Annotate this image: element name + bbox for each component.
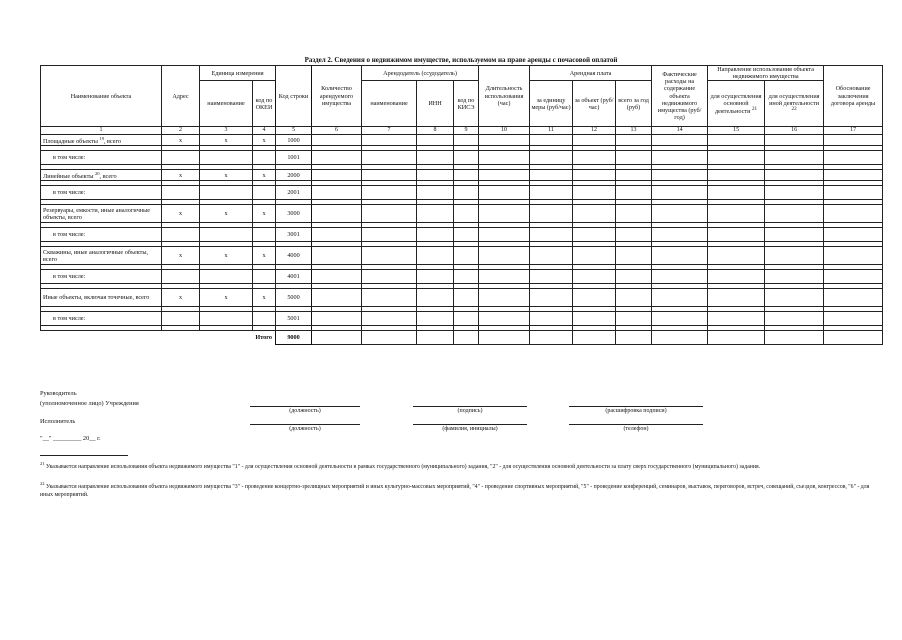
data-cell[interactable] xyxy=(479,312,530,326)
data-cell[interactable] xyxy=(765,151,824,165)
data-cell[interactable] xyxy=(573,135,616,146)
cell-unit-name: х xyxy=(200,289,253,307)
header-name: Наименование объекта xyxy=(41,66,162,127)
caption-position: (должность) xyxy=(289,408,321,414)
header-direction-other xyxy=(765,81,824,127)
cell-okei[interactable] xyxy=(253,228,276,242)
cell-okei: х xyxy=(253,170,276,181)
table-row-subtotal xyxy=(41,270,883,284)
column-number: 11 xyxy=(530,127,573,135)
cell-addr: х xyxy=(162,289,200,307)
column-number: 13 xyxy=(616,127,652,135)
data-cell[interactable] xyxy=(765,135,824,146)
cell-addr: х xyxy=(162,247,200,265)
data-cell[interactable] xyxy=(454,135,479,146)
data-cell[interactable] xyxy=(530,270,573,284)
row-code: 4000 xyxy=(276,247,312,265)
data-cell[interactable] xyxy=(312,186,362,200)
data-cell[interactable] xyxy=(362,151,417,165)
header-lessor-inn: ИНН xyxy=(417,81,454,127)
data-cell[interactable] xyxy=(479,205,530,223)
column-number: 7 xyxy=(362,127,417,135)
data-cell[interactable] xyxy=(530,170,573,181)
data-cell[interactable] xyxy=(573,247,616,265)
data-cell[interactable] xyxy=(362,135,417,146)
column-number: 5 xyxy=(276,127,312,135)
column-number: 9 xyxy=(454,127,479,135)
row-name-text: в том числе: xyxy=(53,273,86,281)
column-number: 14 xyxy=(652,127,708,135)
date-field[interactable]: "__" _________ 20__ г. xyxy=(40,435,101,442)
data-cell[interactable] xyxy=(824,205,883,223)
data-cell[interactable] xyxy=(708,247,765,265)
column-number: 1 xyxy=(41,127,162,135)
data-cell[interactable] xyxy=(454,289,479,307)
data-cell[interactable] xyxy=(824,270,883,284)
cell-unit-name: х xyxy=(200,205,253,223)
caption-decoding: (расшифровка подписи) xyxy=(605,408,667,414)
data-cell[interactable] xyxy=(312,135,362,146)
row-name xyxy=(41,186,162,200)
row-code: 1001 xyxy=(276,151,312,165)
data-cell[interactable] xyxy=(708,312,765,326)
data-cell[interactable] xyxy=(362,170,417,181)
data-cell[interactable] xyxy=(824,151,883,165)
header-unit: Единица измерения xyxy=(200,66,276,81)
data-cell[interactable] xyxy=(652,151,708,165)
column-number: 17 xyxy=(824,127,883,135)
data-cell[interactable] xyxy=(417,247,454,265)
table-row-grand-total xyxy=(41,331,883,345)
header-rent-per-object: за объект (руб/час) xyxy=(573,81,616,127)
header-rent: Арендная плата xyxy=(530,66,652,81)
data-cell[interactable] xyxy=(765,228,824,242)
header-unit-name: наименование xyxy=(200,81,253,127)
row-name-text: в том числе: xyxy=(53,231,86,239)
caption-fio: (фамилия, инициалы) xyxy=(442,426,498,432)
data-cell[interactable] xyxy=(708,151,765,165)
data-cell[interactable] xyxy=(652,205,708,223)
data-cell[interactable] xyxy=(454,312,479,326)
footnote-21 xyxy=(40,461,882,472)
head-decoding-line[interactable] xyxy=(569,406,703,407)
header-rent-per-year: всего за год (руб) xyxy=(616,81,652,127)
data-cell[interactable] xyxy=(454,170,479,181)
cell-okei: х xyxy=(253,289,276,307)
row-name xyxy=(41,270,162,284)
column-number: 16 xyxy=(765,127,824,135)
cell-okei[interactable] xyxy=(253,312,276,326)
data-cell[interactable] xyxy=(824,186,883,200)
cell-unit-name: х xyxy=(200,247,253,265)
data-cell[interactable] xyxy=(708,289,765,307)
row-name-text: в том числе: xyxy=(53,315,86,323)
header-address: Адрес xyxy=(162,66,200,127)
total-label: Итого xyxy=(255,334,273,342)
header-duration: Длительность использования (час) xyxy=(479,66,530,127)
data-cell[interactable] xyxy=(454,228,479,242)
row-name-text: Площадные объекты xyxy=(43,137,98,145)
data-cell[interactable] xyxy=(824,312,883,326)
data-cell[interactable] xyxy=(616,151,652,165)
header-unit-okei: код по ОКЕИ xyxy=(253,81,276,127)
table-row-subtotal xyxy=(41,151,883,165)
data-cell[interactable] xyxy=(652,228,708,242)
footnote-22-text: Указывается направление использования объекта недвижимого имущества "3" - проведение концертно-зрелищных мероприятий и иных культурно-массовых мероприятий, "4" - проведение спортивных мероприятий, "5" - проведение конференций, семинаров, выставок, переговоров, встреч, совещаний, съездов, конгрессов, "6" - для иных мероприятий. xyxy=(40,483,870,498)
data-cell[interactable] xyxy=(479,228,530,242)
data-cell[interactable] xyxy=(616,270,652,284)
row-name-text: Иные объекты, включая точечные, всего xyxy=(43,294,150,302)
data-cell[interactable] xyxy=(573,312,616,326)
table-row-total-group xyxy=(41,135,883,146)
table-row-total-group xyxy=(41,205,883,223)
data-cell[interactable] xyxy=(530,205,573,223)
data-cell[interactable] xyxy=(362,312,417,326)
data-cell[interactable] xyxy=(824,170,883,181)
data-cell[interactable] xyxy=(362,289,417,307)
caption-position-2: (должность) xyxy=(289,426,321,432)
data-cell[interactable] xyxy=(362,247,417,265)
cell-okei: х xyxy=(253,205,276,223)
cell-addr: х xyxy=(162,170,200,181)
row-name xyxy=(41,228,162,242)
total-cell[interactable] xyxy=(417,331,454,345)
header-row-code: Код строки xyxy=(276,66,312,127)
header-lessor: Арендодатель (ссудодатель) xyxy=(362,66,479,81)
data-cell[interactable] xyxy=(312,312,362,326)
data-cell[interactable] xyxy=(652,270,708,284)
header-lessor-name: наименование xyxy=(362,81,417,127)
data-cell[interactable] xyxy=(417,289,454,307)
table-row-subtotal xyxy=(41,312,883,326)
section-title: Раздел 2. Сведения о недвижимом имуществе, используемом на праве аренды с почасовой оплатой xyxy=(304,56,618,64)
data-cell[interactable] xyxy=(479,289,530,307)
row-name xyxy=(41,151,162,165)
row-code: 3000 xyxy=(276,205,312,223)
cell-addr: х xyxy=(162,135,200,146)
column-number: 12 xyxy=(573,127,616,135)
total-cell[interactable] xyxy=(530,331,573,345)
data-cell[interactable] xyxy=(530,247,573,265)
row-name-suffix: , всего xyxy=(99,172,117,180)
data-cell[interactable] xyxy=(312,247,362,265)
footnote-ref: 19 xyxy=(99,135,104,141)
cell-okei: х xyxy=(253,135,276,146)
footnote-ref-22: 22 xyxy=(791,105,797,112)
row-name xyxy=(41,289,162,307)
data-cell[interactable] xyxy=(454,151,479,165)
cell-unit-name[interactable] xyxy=(200,228,253,242)
data-cell[interactable] xyxy=(417,270,454,284)
data-cell[interactable] xyxy=(708,228,765,242)
data-cell[interactable] xyxy=(312,270,362,284)
row-name-text: в том числе: xyxy=(53,189,86,197)
cell-okei[interactable] xyxy=(253,186,276,200)
caption-signature: (подпись) xyxy=(457,408,483,414)
row-name-text: Резервуары, емкости, иные аналогичные объекты, всего xyxy=(43,206,151,221)
data-cell[interactable] xyxy=(479,186,530,200)
table-header xyxy=(41,66,883,135)
row-code: 2000 xyxy=(276,170,312,181)
cell-addr: х xyxy=(162,205,200,223)
data-cell[interactable] xyxy=(312,228,362,242)
footnote-ref: 20 xyxy=(95,170,100,176)
data-cell[interactable] xyxy=(417,186,454,200)
footnote-22 xyxy=(40,481,882,500)
data-cell[interactable] xyxy=(616,228,652,242)
column-number: 10 xyxy=(479,127,530,135)
data-cell[interactable] xyxy=(573,205,616,223)
data-cell[interactable] xyxy=(652,186,708,200)
data-cell[interactable] xyxy=(362,205,417,223)
data-cell[interactable] xyxy=(417,205,454,223)
data-cell[interactable] xyxy=(652,247,708,265)
cell-okei: х xyxy=(253,247,276,265)
data-cell[interactable] xyxy=(312,205,362,223)
column-number: 3 xyxy=(200,127,253,135)
cell-okei[interactable] xyxy=(253,270,276,284)
total-cell[interactable] xyxy=(479,331,530,345)
row-name-suffix: , всего xyxy=(103,137,121,145)
executor-fio-line[interactable] xyxy=(413,424,527,425)
row-name xyxy=(41,135,162,146)
column-number: 15 xyxy=(708,127,765,135)
header-direction: Направление использования объекта недвижимого имущества xyxy=(708,66,824,81)
cell-okei[interactable] xyxy=(253,151,276,165)
header-justification: Обоснование заключения договора аренды xyxy=(824,66,883,127)
footnote-21-text: Указывается направление использования объекта недвижимого имущества "1" - для осуществления основной деятельности в рамках государственного (муниципального) задания, "2" - для осуществления основной деятельности за плату сверх государственного (муниципального) задания. xyxy=(45,463,761,470)
data-cell[interactable] xyxy=(765,170,824,181)
data-cell[interactable] xyxy=(417,228,454,242)
data-cell[interactable] xyxy=(417,170,454,181)
data-cell[interactable] xyxy=(479,247,530,265)
total-cell[interactable] xyxy=(824,331,883,345)
data-cell[interactable] xyxy=(530,135,573,146)
table-body xyxy=(41,135,883,345)
data-cell[interactable] xyxy=(616,186,652,200)
data-cell[interactable] xyxy=(573,186,616,200)
data-cell[interactable] xyxy=(765,205,824,223)
row-name-text: Линейные объекты xyxy=(43,172,94,180)
cell-unit-name: х xyxy=(200,135,253,146)
row-name xyxy=(41,170,162,181)
data-cell[interactable] xyxy=(454,247,479,265)
header-direction-main xyxy=(708,81,765,127)
data-cell[interactable] xyxy=(616,312,652,326)
data-cell[interactable] xyxy=(479,151,530,165)
data-cell[interactable] xyxy=(454,186,479,200)
data-cell[interactable] xyxy=(530,186,573,200)
head-label-line2: (уполномоченное лицо) Учреждения xyxy=(40,400,139,407)
data-cell[interactable] xyxy=(765,247,824,265)
data-cell[interactable] xyxy=(417,151,454,165)
table-row-total-group xyxy=(41,247,883,265)
data-cell[interactable] xyxy=(573,270,616,284)
table-row-subtotal xyxy=(41,228,883,242)
cell-unit-name[interactable] xyxy=(200,186,253,200)
data-cell[interactable] xyxy=(312,170,362,181)
cell-unit-name: х xyxy=(200,170,253,181)
data-cell[interactable] xyxy=(765,312,824,326)
column-number-row xyxy=(41,127,883,135)
head-position-line[interactable] xyxy=(250,406,360,407)
data-cell[interactable] xyxy=(824,247,883,265)
data-cell[interactable] xyxy=(616,170,652,181)
head-signature-line[interactable] xyxy=(413,406,527,407)
total-code: 9000 xyxy=(276,331,312,345)
data-cell[interactable] xyxy=(530,289,573,307)
data-cell[interactable] xyxy=(362,186,417,200)
row-name-text: Скважины, иные аналогичные объекты, всего xyxy=(43,248,149,263)
data-cell[interactable] xyxy=(573,151,616,165)
data-cell[interactable] xyxy=(652,289,708,307)
total-cell[interactable] xyxy=(765,331,824,345)
data-cell[interactable] xyxy=(616,205,652,223)
data-cell[interactable] xyxy=(616,247,652,265)
data-cell[interactable] xyxy=(417,312,454,326)
row-name-text: в том числе: xyxy=(53,154,86,162)
footnote-ref-21: 21 xyxy=(751,105,758,112)
header-rent-per-unit: за единицу меры (руб/час) xyxy=(530,81,573,127)
data-cell[interactable] xyxy=(479,170,530,181)
total-cell[interactable] xyxy=(312,331,362,345)
header-quantity: Количество арендуемого имущества xyxy=(312,66,362,127)
data-cell[interactable] xyxy=(708,205,765,223)
data-cell[interactable] xyxy=(573,170,616,181)
cell-addr[interactable] xyxy=(162,151,200,165)
row-code: 3001 xyxy=(276,228,312,242)
total-cell[interactable] xyxy=(454,331,479,345)
data-cell[interactable] xyxy=(824,135,883,146)
total-cell[interactable] xyxy=(362,331,417,345)
cell-unit-name[interactable] xyxy=(200,151,253,165)
data-cell[interactable] xyxy=(708,270,765,284)
row-name xyxy=(41,247,162,265)
cell-unit-name[interactable] xyxy=(200,312,253,326)
row-name xyxy=(41,312,162,326)
data-cell[interactable] xyxy=(573,289,616,307)
executor-position-line[interactable] xyxy=(250,424,360,425)
total-cell[interactable] xyxy=(616,331,652,345)
footnote-21-marker: 21 xyxy=(40,461,45,466)
cell-addr[interactable] xyxy=(162,270,200,284)
footnote-separator xyxy=(40,455,128,456)
data-cell[interactable] xyxy=(708,170,765,181)
data-cell[interactable] xyxy=(530,228,573,242)
data-cell[interactable] xyxy=(708,186,765,200)
cell-addr[interactable] xyxy=(162,186,200,200)
column-number: 2 xyxy=(162,127,200,135)
data-cell[interactable] xyxy=(824,289,883,307)
data-cell[interactable] xyxy=(765,270,824,284)
data-cell[interactable] xyxy=(312,151,362,165)
caption-phone: (телефон) xyxy=(623,426,649,432)
data-cell[interactable] xyxy=(312,289,362,307)
data-cell[interactable] xyxy=(824,228,883,242)
table-row-subtotal xyxy=(41,186,883,200)
column-number: 8 xyxy=(417,127,454,135)
total-cell[interactable] xyxy=(652,331,708,345)
table-row-total-group xyxy=(41,289,883,307)
direction-other-label: для осуществления иной деятельности xyxy=(768,92,820,107)
data-cell[interactable] xyxy=(708,135,765,146)
header-lessor-kise: код по КИСЭ xyxy=(454,81,479,127)
data-cell[interactable] xyxy=(479,270,530,284)
data-cell[interactable] xyxy=(652,135,708,146)
executor-phone-line[interactable] xyxy=(569,424,703,425)
data-cell[interactable] xyxy=(417,135,454,146)
data-cell[interactable] xyxy=(616,135,652,146)
cell-addr[interactable] xyxy=(162,312,200,326)
cell-addr[interactable] xyxy=(162,228,200,242)
data-cell[interactable] xyxy=(530,151,573,165)
rental-property-table xyxy=(40,65,883,345)
executor-label: Исполнитель xyxy=(40,418,76,425)
row-name xyxy=(41,205,162,223)
cell-unit-name[interactable] xyxy=(200,270,253,284)
data-cell[interactable] xyxy=(479,135,530,146)
total-cell[interactable] xyxy=(573,331,616,345)
column-number: 4 xyxy=(253,127,276,135)
direction-main-label: для осуществления основной деятельности xyxy=(710,92,762,115)
data-cell[interactable] xyxy=(765,186,824,200)
footnote-22-marker: 22 xyxy=(40,481,45,486)
data-cell[interactable] xyxy=(765,289,824,307)
data-cell[interactable] xyxy=(652,312,708,326)
data-cell[interactable] xyxy=(362,270,417,284)
row-code: 5001 xyxy=(276,312,312,326)
total-cell[interactable] xyxy=(708,331,765,345)
row-code: 5000 xyxy=(276,289,312,307)
data-cell[interactable] xyxy=(454,270,479,284)
row-code: 4001 xyxy=(276,270,312,284)
table-row-total-group xyxy=(41,170,883,181)
data-cell[interactable] xyxy=(362,228,417,242)
data-cell[interactable] xyxy=(530,312,573,326)
column-number: 6 xyxy=(312,127,362,135)
data-cell[interactable] xyxy=(616,289,652,307)
head-label-line1: Руководитель xyxy=(40,390,77,397)
header-actual-costs: Фактические расходы на содержание объекта недвижимого имущества (руб/год) xyxy=(652,66,708,127)
data-cell[interactable] xyxy=(573,228,616,242)
row-code: 1000 xyxy=(276,135,312,146)
row-code: 2001 xyxy=(276,186,312,200)
data-cell[interactable] xyxy=(652,170,708,181)
data-cell[interactable] xyxy=(454,205,479,223)
